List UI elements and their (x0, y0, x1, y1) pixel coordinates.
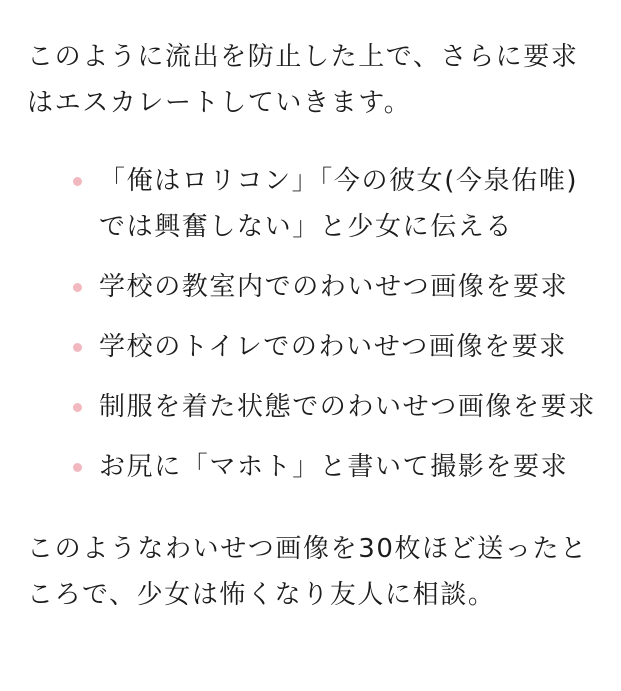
bullet-dot-icon (73, 283, 82, 292)
list-item-text: 学校のトイレでのわいせつ画像を要求 (99, 332, 567, 362)
list-item (99, 324, 597, 370)
article-body (27, 34, 597, 618)
bullet-dot-icon (73, 177, 82, 186)
list-item (99, 384, 597, 430)
list-item (99, 158, 597, 250)
list-item-text: 制服を着た状態でのわいせつ画像を要求 (99, 392, 596, 422)
bullet-dot-icon (73, 343, 82, 352)
intro-paragraph: このように流出を防止した上で、さらに要求はエスカレートしていきます。 (27, 42, 579, 118)
list-item-text: お尻に「マホト」と書いて撮影を要求 (99, 452, 569, 482)
bullet-dot-icon (73, 463, 82, 472)
list-item (99, 444, 597, 490)
outro-paragraph: このようなわいせつ画像を30枚ほど送ったところで、少女は怖くなり友人に相談。 (27, 534, 588, 610)
list-item (99, 264, 597, 310)
list-item-text: 「俺はロリコン」「今の彼女(今泉佑唯)では興奮しない」と少女に伝える (99, 166, 579, 242)
bullet-dot-icon (73, 403, 82, 412)
list-item-text: 学校の教室内でのわいせつ画像を要求 (99, 272, 569, 302)
demand-list (27, 158, 597, 490)
